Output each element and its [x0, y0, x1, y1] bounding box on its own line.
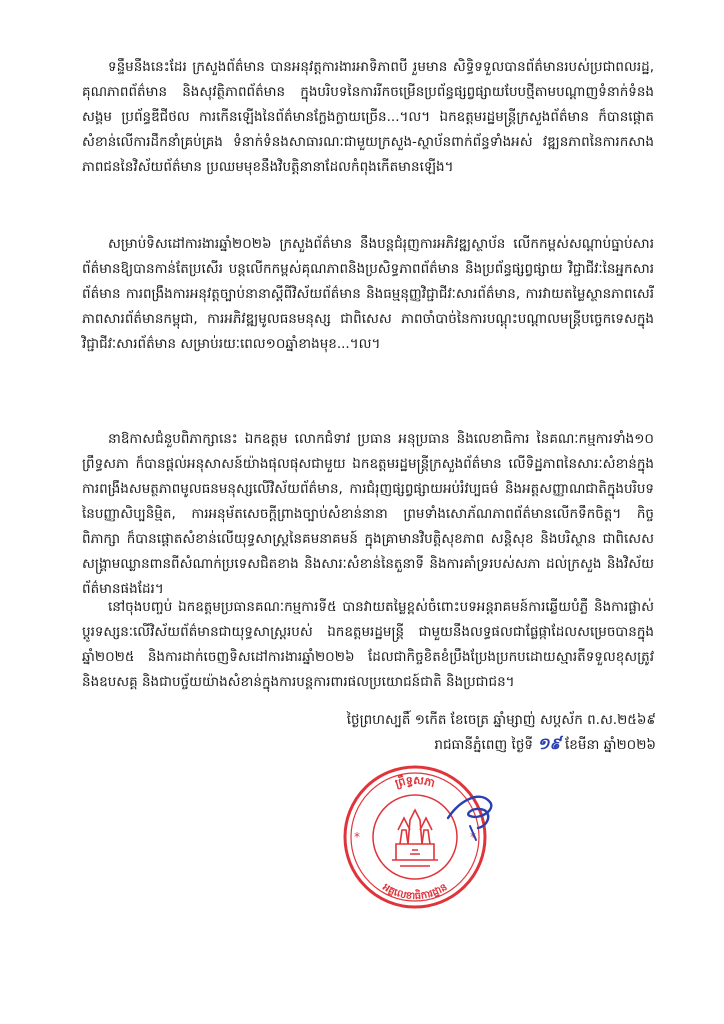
signature-mark-icon	[440, 780, 500, 860]
paragraph-4: នៅចុងបញ្ចប់ ឯកឧត្តមប្រធានគណៈកម្មការទី៥ បានវាយតម្លៃខ្ពស់ចំពោះបទអន្តរាគមន៍ការឆ្លើយបំភ្លឺ និងការផ្លាស់ប្ដូរទស្សនៈលើវិស័យព័ត៌មានជាយុទ្ធសាស្ត្ររបស់ ឯកឧត្តមរដ្ឋមន្ត្រី ជាមួយនឹងលទ្ធផលជាផ្លែផ្កាដែលសម្រេចបានក្នុងឆ្នាំ២០២៥ និងការដាក់ចេញទិសដៅការងារឆ្នាំ២០២៦ ដែលជាកិច្ចខិតខំប្រឹងប្រែងប្រកបដោយស្មារតីទទួលខុសត្រូវ និងឧបសគ្គ និងជាបច្ច័យយ៉ាងសំខាន់ក្នុងការបន្តការពារផលប្រយោជន៍ជាតិ និងប្រជាជន។	[82, 599, 654, 690]
lunar-date: ថ្ងៃព្រហស្បតិ៍ ១កើត ខែចេត្រ ឆ្នាំម្សាញ់ សប្តស័ក ព.ស.២៥៦៩	[346, 712, 656, 728]
seal-text-bottom: អគ្គលេខាធិការដ្ឋាន	[380, 881, 450, 903]
solar-date-day: ១៩	[537, 734, 561, 753]
paragraph-1: ទន្ទឹមនឹងនេះដែរ ក្រសួងព័ត៌មាន បានអនុវត្តការងារអាទិភាពបី រួមមាន សិទ្ធិទទួលបានព័ត៌មានរបស់ប្រជាពលរដ្ឋ, គុណភាពព័ត៌មាន និងសុវត្ថិភាពព័ត៌មាន ក្នុងបរិបទនៃការរីកចម្រើនប្រព័ន្ធផ្សព្វផ្សាយបែបថ្មីតាមបណ្ដាញទំនាក់ទំនងសង្គម ប្រព័ន្ធឌីជីថល ការកើនឡើងនៃព័ត៌មានក្លែងក្លាយច្រើន...។ល។ ឯកឧត្តមរដ្ឋមន្ត្រីក្រសួងព័ត៌មាន ក៏បានផ្ដោតសំខាន់លើការដឹកនាំគ្រប់គ្រង ទំនាក់ទំនងសាធារណៈជាមួយក្រសួង-ស្ថាប័នពាក់ព័ន្ធទាំងអស់ វឌ្ឍនភាពនៃការកសាងភាពជននៃវិស័យព័ត៌មាន ប្រឈមមុខនឹងវិបត្តិនានាដែលកំពុងកើតមានឡើង។	[82, 59, 654, 175]
paragraph-2: សម្រាប់ទិសដៅការងារឆ្នាំ២០២៦ ក្រសួងព័ត៌មាន នឹងបន្តជំរុញការអភិវឌ្ឍស្ថាប័ន លើកកម្ពស់សណ្ដាប់ធ្នាប់សារព័ត៌មានឱ្យបានកាន់តែប្រសើរ បន្តលើកកម្ពស់គុណភាពនិងប្រសិទ្ធភាពព័ត៌មាន និងប្រព័ន្ធផ្សព្វផ្សាយ វិជ្ជាជីវៈនៃអ្នកសារព័ត៌មាន ការពង្រឹងការអនុវត្តច្បាប់នានាស្ដីពីវិស័យព័ត៌មាន និងធម្មនុញ្ញវិជ្ជាជីវៈសារព័ត៌មាន, ការវាយតម្លៃស្ថានភាពសេរីភាពសារព័ត៌មានកម្ពុជា, ការអភិវឌ្ឍមូលធនមនុស្ស ជាពិសេស ភាពចាំបាច់នៃការបណ្ដុះបណ្ដាលមន្ត្រីបច្ចេកទេសក្នុងវិជ្ជាជីវៈសារព័ត៌មាន សម្រាប់រយៈពេល១០ឆ្នាំខាងមុខ...។ល។	[82, 236, 654, 352]
solar-date-line	[434, 733, 656, 756]
solar-date-prefix: រាជធានីភ្នំពេញ ថ្ងៃទី	[434, 737, 533, 753]
svg-text:*: *	[470, 830, 476, 844]
solar-date-suffix: ខែមីនា ឆ្នាំ២០២៦	[565, 737, 656, 753]
svg-text:ព្រឹទ្ធសភា	[393, 774, 436, 790]
svg-text:*: *	[354, 830, 360, 844]
paragraph-3: នាឱកាសជំនួបពិភាក្សានេះ ឯកឧត្តម លោកជំទាវ ប្រធាន អនុប្រធាន និងលេខាធិការ នៃគណៈកម្មការទាំង១០ ព្រឹទ្ធសភា ក៏បានផ្ដល់អនុសាសន៍យ៉ាងផុលផុសជាមួយ ឯកឧត្តមរដ្ឋមន្ត្រីក្រសួងព័ត៌មាន លើទិដ្ឋភាពនៃសារៈសំខាន់ក្នុងការពង្រឹងសមត្ថភាពមូលធនមនុស្សលើវិស័យព័ត៌មាន, ការជំរុញផ្សព្វផ្សាយអប់រំវប្បធម៌ និងអត្តសញ្ញាណជាតិក្នុងបរិបទនៃបញ្ញាសិប្បនិម្មិត, ការអនុម័តសេចក្ដីព្រាងច្បាប់សំខាន់នានា ព្រមទាំងសោភ័ណភាពព័ត៌មានលើកទឹកចិត្ត។ កិច្ចពិភាក្សា ក៏បានផ្ដោតសំខាន់លើយុទ្ធសាស្ត្រនៃគមនាគមន៍ ក្នុងគ្រាមានវិបត្តិសុខភាព សន្តិសុខ និងបរិស្ថាន ជាពិសេស សង្គ្រាមឈ្លានពានពីសំណាក់ប្រទេសជិតខាង និងសារៈសំខាន់នៃតួនាទី និងការគាំទ្ររបស់សភា ដល់ក្រសួង និងវិស័យព័ត៌មានផងដែរ។	[82, 431, 654, 597]
seal-text-top: ព្រឹទ្ធសភា	[393, 773, 437, 791]
svg-text:អគ្គលេខាធិការដ្ឋាន	[380, 881, 450, 902]
